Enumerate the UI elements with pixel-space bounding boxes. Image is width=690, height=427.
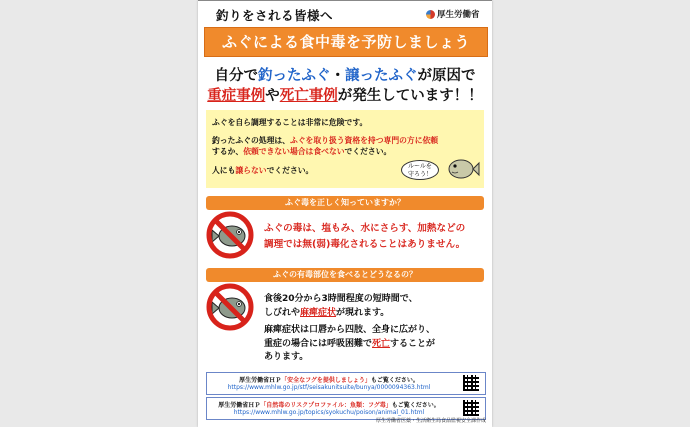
warning-line-1: ふぐを自ら調理することは非常に危険です。 xyxy=(212,118,368,127)
warning-line-4: 人にも譲らないでください。 xyxy=(212,166,314,175)
symptoms-line-4: 重症の場合には呼吸困難で死亡することが xyxy=(264,338,436,349)
warning-line-2: 釣ったふぐの処理は、ふぐを取り扱う資格を持つ専門の方に依頼 xyxy=(212,136,439,145)
link-caption: 厚生労働省ＨＰ「安全なフグを提供しましょう」もご覧ください。 xyxy=(239,377,419,384)
audience-heading: 釣りをされる皆様へ xyxy=(216,8,334,23)
headline-line-2: 重症事例や死亡事例が発生しています！！ xyxy=(207,88,483,104)
poster xyxy=(198,0,492,427)
symptoms-line-1: 食後20分から3時間程度の短時間で、 xyxy=(264,294,418,304)
ministry-emblem-icon xyxy=(426,10,435,19)
qr-code-icon xyxy=(463,400,479,416)
section-heading-toxin: ふぐ毒を正しく知っていますか？ xyxy=(206,196,484,210)
headline-line-1: 自分で釣ったふぐ・譲ったふぐが原因で xyxy=(214,68,476,84)
prohibition-fish-icon xyxy=(206,283,254,331)
toxin-fact-line-1: ふぐの毒は、塩もみ、水にさらす、加熱などの xyxy=(264,223,466,234)
toxin-fact-line-2: 調理では無(弱)毒化されることはありません。 xyxy=(264,239,466,250)
link-url[interactable]: https://www.mhlw.go.jp/topics/syokuchu/poison/animal_01.html xyxy=(233,409,425,416)
section-heading-symptoms: ふぐの有毒部位を食べるとどうなるの？ xyxy=(206,268,484,282)
ministry-logo xyxy=(426,8,480,20)
symptoms-line-5: あります。 xyxy=(264,352,309,362)
qr-code-icon xyxy=(463,375,479,391)
ministry-name: 厚生労働省 xyxy=(437,10,480,20)
pufferfish-icon xyxy=(446,154,480,182)
warning-line-3: するか、依頼できない場合は食べないでください。 xyxy=(212,147,392,156)
warning-box xyxy=(206,110,484,188)
link-url[interactable]: https://www.mhlw.go.jp/stf/seisakunitsuite/bunya/0000094363.html xyxy=(227,384,431,391)
symptoms-line-3: 麻痺症状は口唇から四肢、全身に広がり、 xyxy=(264,325,436,335)
link-caption: 厚生労働省ＨＰ「自然毒のリスクプロファイル：魚類：フグ毒」もご覧ください。 xyxy=(218,402,440,409)
footer-credit: 厚生労働省医薬・生活衛生局食品監視安全課作成 xyxy=(375,418,486,424)
link-box-safe-fugu[interactable] xyxy=(206,372,486,395)
symptoms-line-2: しびれや麻痺症状が現れます。 xyxy=(264,307,390,318)
symptoms-text xyxy=(264,293,435,365)
toxin-fact xyxy=(264,221,465,253)
speech-bubble: ルールを 守ろう！ xyxy=(401,160,439,180)
headline xyxy=(198,66,492,106)
page-title: ふぐによる食中毒を予防しましょう xyxy=(204,27,488,57)
prohibition-fish-icon xyxy=(206,211,254,259)
top-divider xyxy=(198,0,492,1)
